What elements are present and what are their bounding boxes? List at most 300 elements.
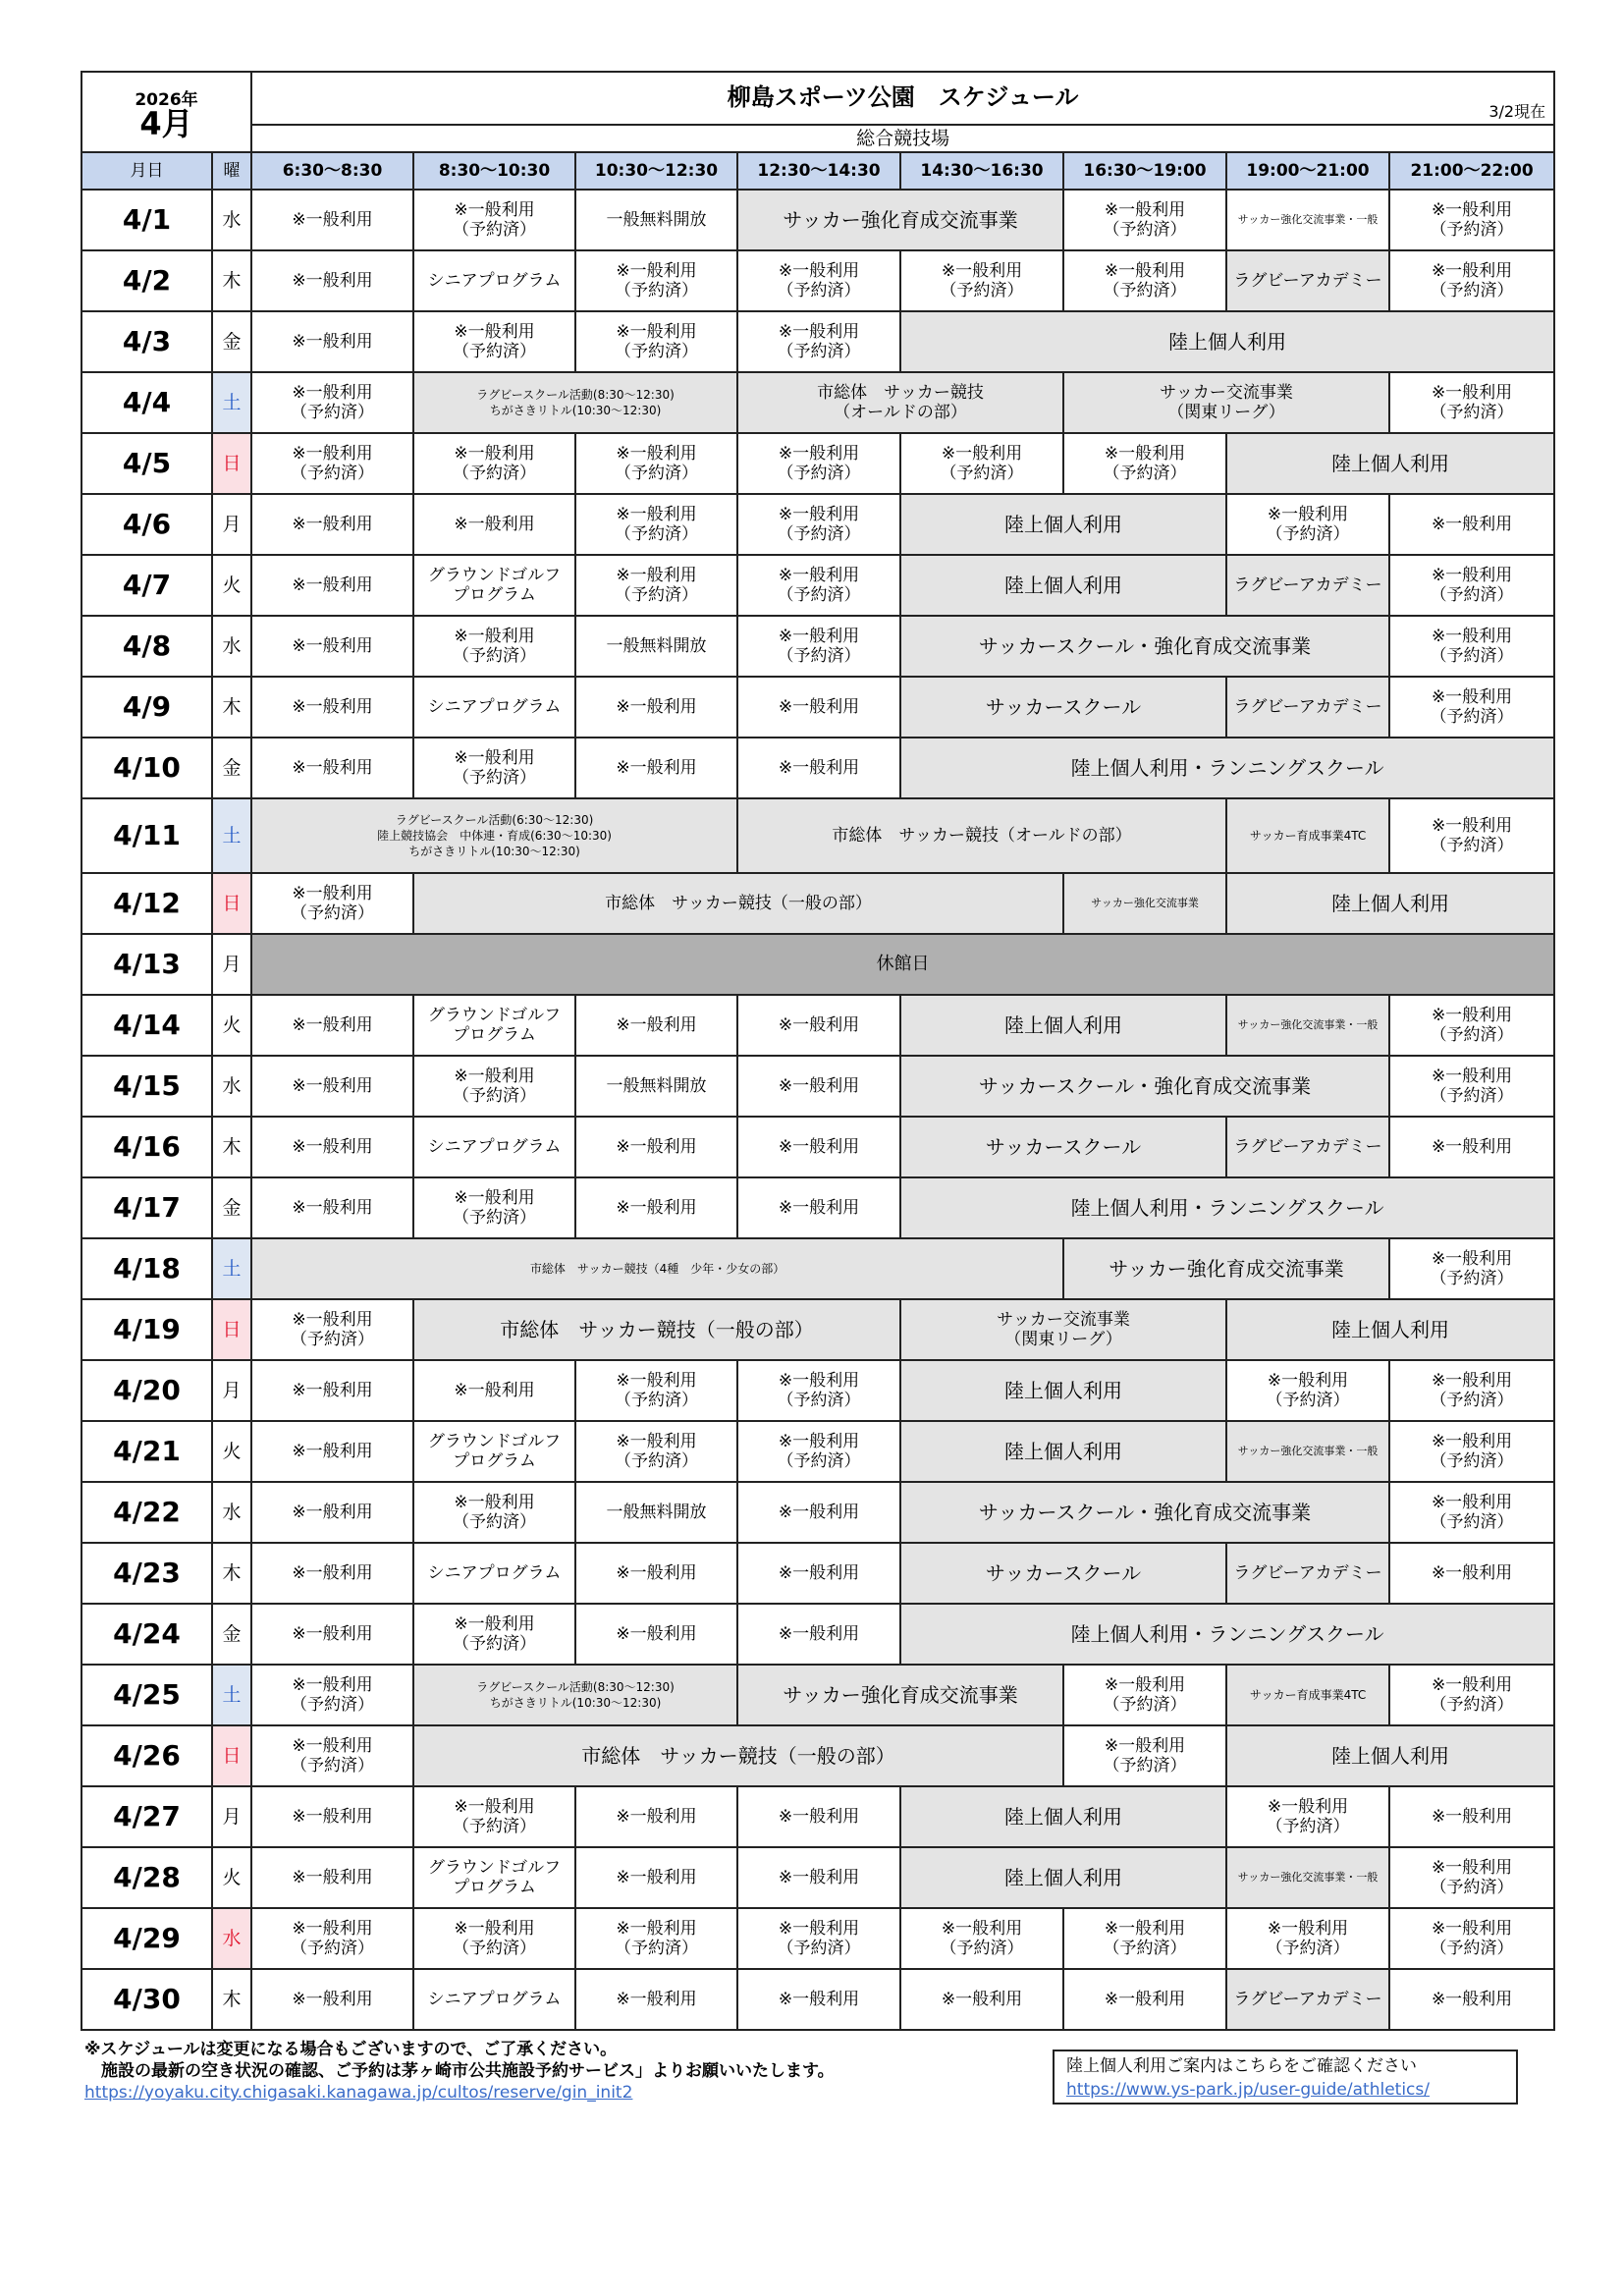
slot-cell: [413, 1847, 575, 1908]
date-cell: 4/13: [81, 934, 212, 995]
slot-cell: [251, 1786, 413, 1847]
slot-text: ※一般利用: [454, 444, 535, 464]
slot-text: （予約済）: [453, 1817, 537, 1836]
schedule-row: [81, 738, 1554, 798]
schedule-row: [81, 311, 1554, 372]
schedule-row: [81, 1786, 1554, 1847]
slot-text: ※一般利用: [616, 261, 697, 281]
slot-cell: [737, 555, 900, 616]
slot-text: ※一般利用: [1431, 1807, 1513, 1827]
slot-cell: [251, 190, 413, 250]
slot-cell: [1389, 616, 1554, 677]
slot-text: ※一般利用: [292, 383, 373, 403]
weekday-cell: 月: [212, 494, 251, 555]
slot-text: （予約済）: [1103, 281, 1187, 301]
slot-cell: [1226, 1786, 1389, 1847]
slot-text: シニアプログラム: [427, 271, 562, 291]
column-header-row: [81, 152, 1554, 190]
slot-text: サッカー交流事業: [997, 1310, 1130, 1330]
slot-cell: [575, 1786, 737, 1847]
slot-text: （予約済）: [453, 768, 537, 788]
slot-text: ※一般利用: [616, 1371, 697, 1391]
slot-cell: [413, 616, 575, 677]
slot-cell: [413, 873, 1063, 934]
slot-text: サッカー強化育成交流事業: [783, 1683, 1018, 1707]
date-cell: 4/23: [81, 1543, 212, 1604]
slot-text: （予約済）: [615, 1391, 699, 1410]
weekday-cell: 月: [212, 1360, 251, 1421]
slot-cell: [251, 1421, 413, 1482]
slot-text: ※一般利用: [778, 697, 860, 717]
schedule-row: [81, 1604, 1554, 1665]
slot-cell: [1226, 190, 1389, 250]
slot-text: （予約済）: [1103, 220, 1187, 240]
schedule-row: [81, 1847, 1554, 1908]
slot-text: （予約済）: [291, 903, 375, 923]
slot-text: （関東リーグ）: [1004, 1330, 1122, 1349]
slot-cell: [1389, 1908, 1554, 1969]
date-cell: 4/2: [81, 250, 212, 311]
slot-text: ラグビーアカデミー: [1233, 697, 1382, 717]
slot-cell: [251, 616, 413, 677]
weekday-cell: 木: [212, 250, 251, 311]
slot-cell: [413, 433, 575, 494]
slot-text: ※一般利用: [778, 1503, 860, 1522]
slot-cell: [1389, 1482, 1554, 1543]
weekday-cell: 木: [212, 677, 251, 738]
slot-cell: [737, 311, 900, 372]
slot-text: ※一般利用: [778, 444, 860, 464]
slot-text: （予約済）: [615, 1939, 699, 1958]
date-cell: 4/20: [81, 1360, 212, 1421]
slot-text: ラグビーアカデミー: [1233, 1990, 1382, 2009]
slot-cell: [1226, 677, 1389, 738]
slot-text: ※一般利用: [778, 1624, 860, 1644]
slot-text: （予約済）: [1430, 1878, 1514, 1897]
slot-cell: [1063, 1908, 1226, 1969]
slot-text: ※一般利用: [778, 1563, 860, 1583]
slot-text: ※一般利用: [1104, 444, 1186, 464]
slot-text: （予約済）: [1430, 403, 1514, 422]
slot-text: ※一般利用: [1431, 515, 1513, 534]
slot-text: ※一般利用: [1431, 1432, 1513, 1451]
slot-cell: [251, 1299, 413, 1360]
slot-cell: [900, 311, 1554, 372]
slot-text: プログラム: [453, 585, 536, 605]
date-cell: 4/21: [81, 1421, 212, 1482]
slot-text: ※一般利用: [616, 1868, 697, 1887]
slot-text: （予約済）: [1266, 1817, 1350, 1836]
slot-cell: [737, 372, 1063, 433]
slot-text: ※一般利用: [778, 261, 860, 281]
athletics-link[interactable]: https://www.ys-park.jp/user-guide/athletics/: [1066, 2080, 1430, 2100]
schedule-row: [81, 934, 1554, 995]
year-label: 2026年: [135, 90, 198, 110]
slot-text: ※一般利用: [292, 1137, 373, 1157]
date-cell: 4/15: [81, 1056, 212, 1117]
slot-cell: [1389, 372, 1554, 433]
slot-text: ※一般利用: [1104, 261, 1186, 281]
weekday-cell: 木: [212, 1969, 251, 2030]
slot-cell: [1389, 555, 1554, 616]
slot-cell: [413, 555, 575, 616]
slot-text: ※一般利用: [1267, 1797, 1349, 1817]
slot-cell: [737, 738, 900, 798]
slot-cell: [1226, 873, 1554, 934]
slot-text: ※一般利用: [616, 1990, 697, 2009]
slot-cell: [251, 1056, 413, 1117]
weekday-cell: 水: [212, 1908, 251, 1969]
slot-text: ※一般利用: [1104, 1675, 1186, 1695]
date-cell: 4/29: [81, 1908, 212, 1969]
slot-text: ※一般利用: [292, 1381, 373, 1400]
schedule-row: [81, 873, 1554, 934]
slot-text: ラグビーアカデミー: [1233, 1137, 1382, 1157]
date-cell: 4/4: [81, 372, 212, 433]
slot-text: （予約済）: [291, 1330, 375, 1349]
title-row: [81, 72, 1554, 125]
slot-cell: [413, 677, 575, 738]
schedule-row: [81, 372, 1554, 433]
date-cell: 4/5: [81, 433, 212, 494]
slot-text: ※一般利用: [1267, 505, 1349, 524]
slot-text: ※一般利用: [1431, 816, 1513, 836]
slot-text: ※一般利用: [616, 1563, 697, 1583]
schedule-row: [81, 616, 1554, 677]
slot-text: ※一般利用: [454, 627, 535, 646]
slot-cell: [1226, 433, 1554, 494]
slot-text: 陸上競技協会 中体連・育成(6:30〜10:30): [377, 829, 612, 843]
weekday-cell: 日: [212, 1299, 251, 1360]
slot-cell: [900, 616, 1389, 677]
slot-text: （予約済）: [615, 342, 699, 361]
schedule-row: [81, 1117, 1554, 1177]
slot-text: ラグビーアカデミー: [1233, 271, 1382, 291]
schedule-row: [81, 1725, 1554, 1786]
slot-text: 陸上個人利用: [1004, 513, 1123, 536]
slot-text: ※一般利用: [1431, 1919, 1513, 1939]
footer-note-2: 施設の最新の空き状況の確認、ご予約は茅ヶ崎市公共施設予約サービス」よりお願いいたします。: [84, 2061, 835, 2081]
slot-cell: [900, 677, 1226, 738]
slot-text: ※一般利用: [292, 1919, 373, 1939]
slot-cell: [413, 1543, 575, 1604]
slot-text: ※一般利用: [454, 515, 535, 534]
weekday-cell: 日: [212, 1725, 251, 1786]
slot-cell: [251, 798, 737, 873]
slot-text: ※一般利用: [1431, 1137, 1513, 1157]
slot-cell: [575, 555, 737, 616]
slot-text: ※一般利用: [778, 1868, 860, 1887]
slot-text: グラウンドゴルフ: [427, 1858, 562, 1878]
slot-text: ※一般利用: [778, 1919, 860, 1939]
slot-text: （予約済）: [1266, 1391, 1350, 1410]
slot-text: ※一般利用: [1104, 1919, 1186, 1939]
slot-text: 陸上個人利用: [1331, 1744, 1450, 1768]
slot-cell: [575, 190, 737, 250]
slot-text: 陸上個人利用・ランニングスクール: [1070, 1196, 1384, 1220]
slot-text: ※一般利用: [778, 1432, 860, 1451]
slot-text: （予約済）: [777, 585, 861, 605]
slot-text: ※一般利用: [292, 444, 373, 464]
slot-cell: [251, 372, 413, 433]
slot-cell: [413, 250, 575, 311]
slot-cell: [1389, 1786, 1554, 1847]
header-slot: 21:00〜22:00: [1389, 152, 1554, 190]
date-cell: 4/1: [81, 190, 212, 250]
slot-cell: [413, 1117, 575, 1177]
slot-text: （予約済）: [777, 646, 861, 666]
slot-cell: [251, 311, 413, 372]
slot-text: （予約済）: [453, 464, 537, 483]
slot-text: （予約済）: [615, 281, 699, 301]
date-cell: 4/16: [81, 1117, 212, 1177]
slot-text: サッカースクール: [985, 1135, 1142, 1159]
slot-cell: [1389, 1117, 1554, 1177]
slot-text: （予約済）: [1430, 220, 1514, 240]
slot-cell: [737, 616, 900, 677]
slot-cell: [1389, 677, 1554, 738]
slot-text: （予約済）: [453, 342, 537, 361]
athletics-note: 陸上個人利用ご案内はこちらをご確認ください: [1066, 2056, 1417, 2076]
slot-cell: [1226, 1908, 1389, 1969]
slot-cell: [1389, 1969, 1554, 2030]
slot-text: ※一般利用: [778, 1137, 860, 1157]
slot-text: 市総体 サッカー競技: [817, 383, 984, 403]
slot-text: （予約済）: [1103, 464, 1187, 483]
year-month-cell: [81, 72, 251, 152]
slot-cell: [1389, 1665, 1554, 1725]
slot-cell: [413, 1482, 575, 1543]
slot-cell: [575, 738, 737, 798]
facility-row: [81, 125, 1554, 152]
slot-text: シニアプログラム: [427, 1563, 562, 1583]
slot-text: ※一般利用: [454, 1919, 535, 1939]
slot-text: 市総体 サッカー競技（一般の部）: [500, 1318, 814, 1341]
slot-text: グラウンドゴルフ: [427, 1432, 562, 1451]
slot-text: ※一般利用: [1431, 1675, 1513, 1695]
slot-text: 一般無料開放: [606, 1076, 707, 1096]
slot-cell: [737, 1543, 900, 1604]
slot-text: 陸上個人利用: [1331, 452, 1450, 475]
date-cell: 4/8: [81, 616, 212, 677]
slot-cell: [1389, 1543, 1554, 1604]
slot-cell: [900, 1847, 1226, 1908]
slot-text: （予約済）: [1430, 836, 1514, 855]
slot-cell: [900, 1360, 1226, 1421]
slot-text: サッカー強化育成交流事業: [1109, 1257, 1344, 1281]
weekday-cell: 火: [212, 1421, 251, 1482]
slot-cell: [413, 311, 575, 372]
slot-cell: [413, 1908, 575, 1969]
slot-text: ※一般利用: [616, 505, 697, 524]
month-label: 4月: [139, 105, 193, 142]
slot-text: ※一般利用: [778, 1990, 860, 2009]
slot-cell: [413, 372, 737, 433]
weekday-cell: 月: [212, 934, 251, 995]
slot-cell: [1389, 494, 1554, 555]
footer-note-1: ※スケジュールは変更になる場合もございますので、ご了承ください。: [84, 2040, 618, 2059]
date-cell: 4/6: [81, 494, 212, 555]
date-cell: 4/22: [81, 1482, 212, 1543]
slot-text: ※一般利用: [778, 627, 860, 646]
slot-text: ※一般利用: [941, 1990, 1023, 2009]
slot-cell: [737, 494, 900, 555]
slot-cell: [575, 1177, 737, 1238]
date-cell: 4/10: [81, 738, 212, 798]
slot-text: グラウンドゴルフ: [427, 1006, 562, 1025]
weekday-cell: 水: [212, 1056, 251, 1117]
slot-cell: [251, 873, 413, 934]
slot-text: サッカースクール・強化育成交流事業: [978, 1501, 1312, 1524]
slot-text: ※一般利用: [292, 1198, 373, 1218]
slot-cell: [575, 1421, 737, 1482]
slot-cell: [251, 1665, 413, 1725]
slot-text: ※一般利用: [454, 1797, 535, 1817]
slot-text: シニアプログラム: [427, 1137, 562, 1157]
date-cell: 4/19: [81, 1299, 212, 1360]
slot-text: （予約済）: [453, 1512, 537, 1532]
slot-cell: [575, 433, 737, 494]
slot-text: ※一般利用: [292, 271, 373, 291]
date-cell: 4/9: [81, 677, 212, 738]
slot-cell: [1226, 1299, 1554, 1360]
slot-cell: [575, 1117, 737, 1177]
slot-cell: [251, 1908, 413, 1969]
slot-cell: [900, 1969, 1063, 2030]
title-cell: [251, 72, 1554, 125]
slot-cell: [900, 738, 1554, 798]
slot-text: ※一般利用: [454, 1188, 535, 1208]
slot-text: ※一般利用: [454, 200, 535, 220]
slot-text: ※一般利用: [292, 1563, 373, 1583]
slot-cell: [575, 1056, 737, 1117]
slot-cell: [575, 1360, 737, 1421]
slot-text: ※一般利用: [454, 322, 535, 342]
slot-text: ※一般利用: [292, 1675, 373, 1695]
slot-text: （予約済）: [940, 281, 1024, 301]
slot-text: サッカー強化交流事業・一般: [1237, 1871, 1379, 1884]
slot-cell: [251, 995, 413, 1056]
slot-text: （予約済）: [453, 220, 537, 240]
reservation-link[interactable]: https://yoyaku.city.chigasaki.kanagawa.jp/cultos/reserve/gin_init2: [84, 2083, 633, 2103]
weekday-cell: 火: [212, 995, 251, 1056]
slot-text: ※一般利用: [941, 444, 1023, 464]
date-cell: 4/26: [81, 1725, 212, 1786]
slot-text: ※一般利用: [616, 758, 697, 778]
slot-text: ※一般利用: [1104, 1736, 1186, 1756]
slot-text: 陸上個人利用: [1168, 330, 1287, 354]
slot-text: （予約済）: [1430, 1939, 1514, 1958]
slot-cell: [413, 494, 575, 555]
slot-text: （予約済）: [1430, 1512, 1514, 1532]
slot-text: ※一般利用: [616, 1137, 697, 1157]
schedule-row: [81, 798, 1554, 873]
closed-day-cell: [251, 934, 1554, 995]
slot-text: ※一般利用: [1267, 1371, 1349, 1391]
weekday-cell: 日: [212, 873, 251, 934]
slot-text: ※一般利用: [1431, 1858, 1513, 1878]
slot-text: 陸上個人利用: [1004, 1440, 1123, 1463]
slot-cell: [1226, 995, 1389, 1056]
schedule-row: [81, 677, 1554, 738]
date-cell: 4/25: [81, 1665, 212, 1725]
schedule-row: [81, 1360, 1554, 1421]
slot-text: （予約済）: [453, 1634, 537, 1654]
slot-cell: [737, 1847, 900, 1908]
slot-text: （予約済）: [453, 646, 537, 666]
slot-cell: [737, 1604, 900, 1665]
slot-cell: [737, 1969, 900, 2030]
slot-text: （予約済）: [777, 524, 861, 544]
header-slot: 16:30〜19:00: [1063, 152, 1226, 190]
slot-text: ※一般利用: [778, 1807, 860, 1827]
slot-cell: [737, 677, 900, 738]
slot-text: （予約済）: [1430, 646, 1514, 666]
slot-cell: [737, 1421, 900, 1482]
slot-text: （オールドの部）: [834, 403, 967, 422]
slot-text: （予約済）: [777, 1451, 861, 1471]
slot-text: ※一般利用: [292, 758, 373, 778]
slot-text: （予約済）: [1430, 1086, 1514, 1106]
slot-text: プログラム: [453, 1878, 536, 1897]
slot-text: ラグビーアカデミー: [1233, 575, 1382, 595]
slot-cell: [1226, 1969, 1389, 2030]
slot-text: （予約済）: [940, 464, 1024, 483]
slot-text: ※一般利用: [1431, 1006, 1513, 1025]
slot-cell: [575, 311, 737, 372]
slot-text: ※一般利用: [1431, 1066, 1513, 1086]
slot-text: （予約済）: [615, 585, 699, 605]
slot-text: ※一般利用: [292, 1442, 373, 1461]
slot-cell: [737, 190, 1063, 250]
slot-text: サッカー交流事業: [1160, 383, 1293, 403]
slot-text: 市総体 サッカー競技（オールドの部）: [832, 826, 1132, 846]
schedule-row: [81, 995, 1554, 1056]
slot-text: サッカー強化交流事業・一般: [1237, 1018, 1379, 1031]
slot-cell: [900, 1908, 1063, 1969]
slot-text: ※一般利用: [292, 1990, 373, 2009]
slot-text: ラグビースクール活動(6:30〜12:30): [395, 813, 594, 827]
slot-text: シニアプログラム: [427, 1990, 562, 2009]
slot-text: プログラム: [453, 1025, 536, 1045]
slot-cell: [251, 1543, 413, 1604]
slot-cell: [413, 1665, 737, 1725]
slot-cell: [575, 494, 737, 555]
slot-cell: [1226, 798, 1389, 873]
slot-text: ちがさきリトル(10:30〜12:30): [489, 404, 662, 417]
slot-text: ※一般利用: [778, 1198, 860, 1218]
slot-text: （予約済）: [453, 1086, 537, 1106]
slot-text: ※一般利用: [616, 1919, 697, 1939]
slot-cell: [900, 1117, 1226, 1177]
page-title: 柳島スポーツ公園 スケジュール: [727, 82, 1079, 111]
slot-text: （予約済）: [940, 1939, 1024, 1958]
slot-text: （予約済）: [615, 464, 699, 483]
schedule-row: [81, 555, 1554, 616]
slot-cell: [251, 1604, 413, 1665]
slot-text: ※一般利用: [616, 1198, 697, 1218]
footer-notes: [84, 2039, 835, 2104]
slot-text: サッカー強化交流事業・一般: [1237, 213, 1379, 226]
slot-text: ※一般利用: [454, 1381, 535, 1400]
slot-cell: [1389, 1421, 1554, 1482]
date-cell: 4/17: [81, 1177, 212, 1238]
slot-text: （予約済）: [1103, 1939, 1187, 1958]
slot-text: ※一般利用: [292, 1310, 373, 1330]
slot-cell: [1226, 1117, 1389, 1177]
slot-text: （予約済）: [291, 1939, 375, 1958]
slot-cell: [900, 1056, 1389, 1117]
